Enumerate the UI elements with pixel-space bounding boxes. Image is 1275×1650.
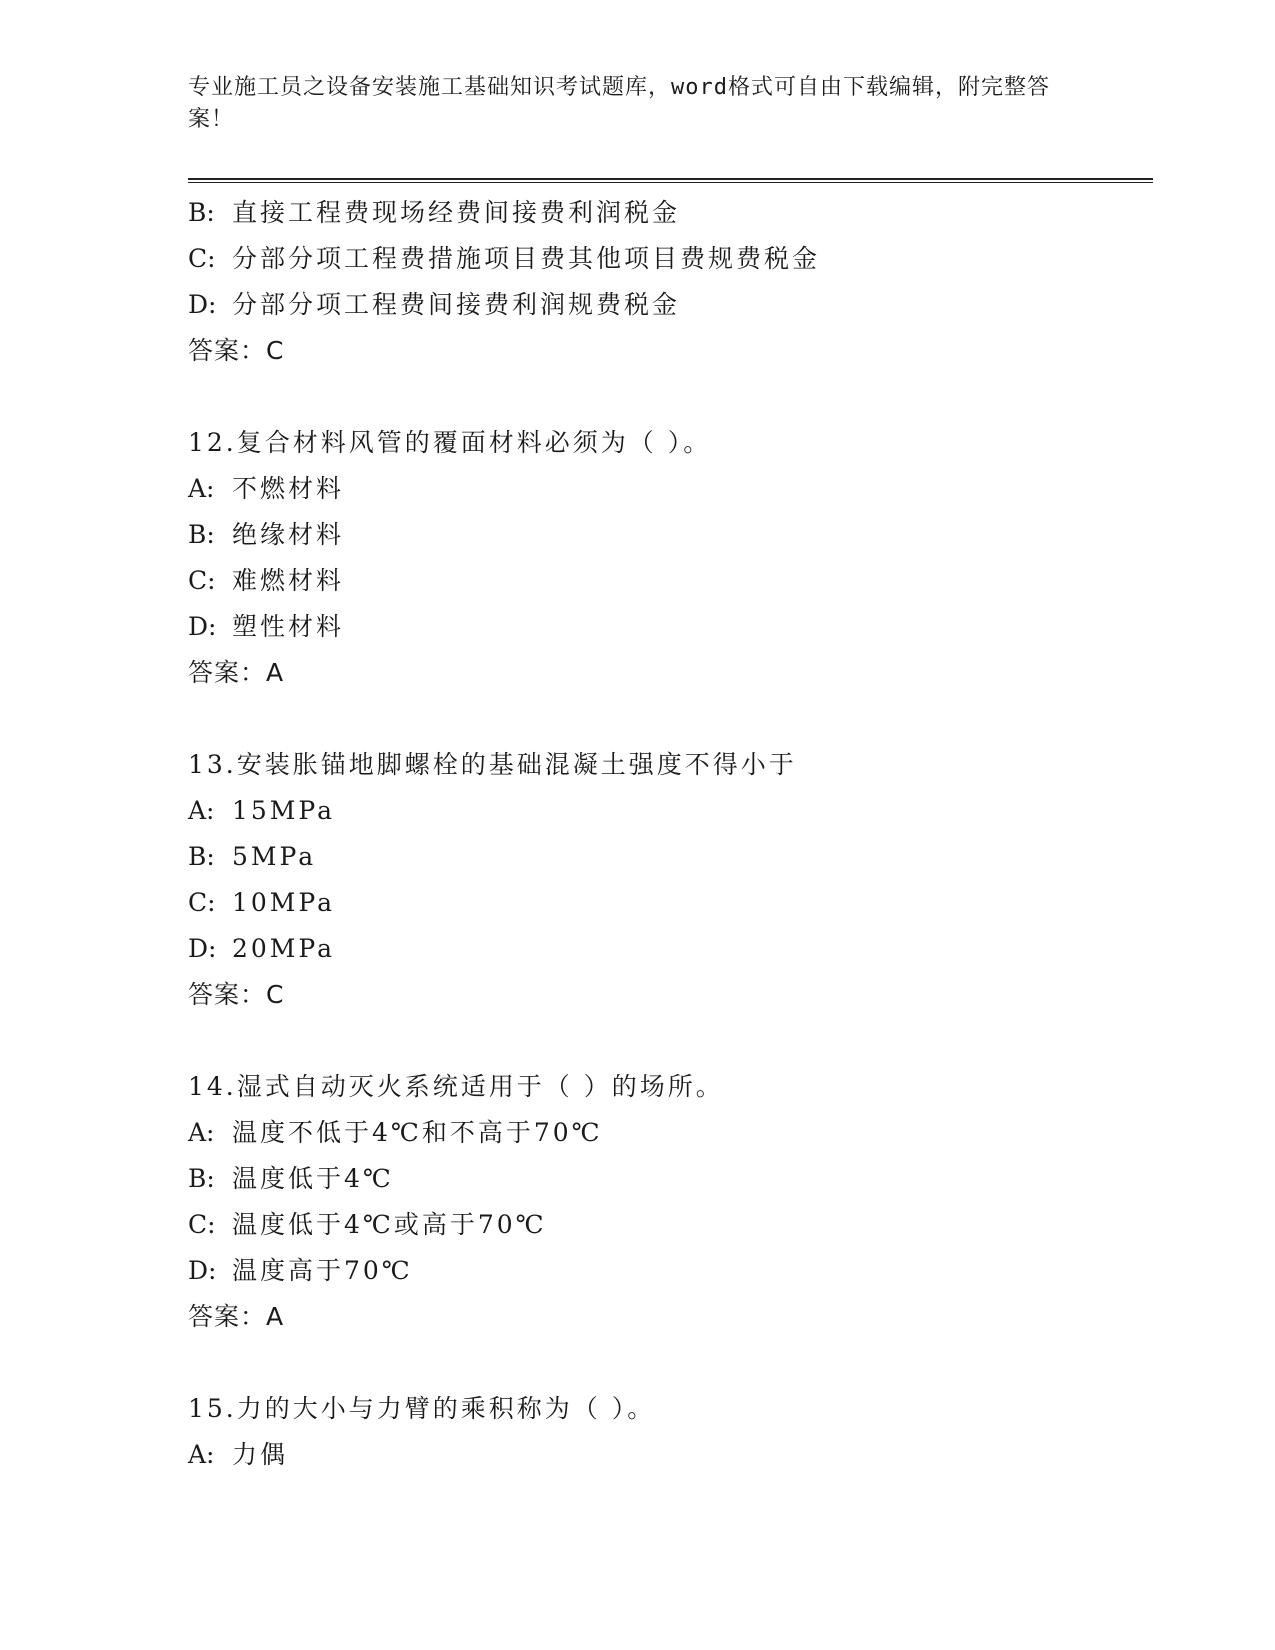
option-b: [188, 190, 1153, 236]
option-key: A:: [188, 1118, 215, 1147]
option-key: B:: [188, 842, 215, 871]
option-d: [188, 282, 1153, 328]
option-d: [188, 1248, 1153, 1294]
question-block-11: [188, 190, 1153, 374]
option-key: B:: [188, 520, 215, 549]
option-d: [188, 604, 1153, 650]
option-key: D:: [188, 1256, 217, 1285]
option-d: [188, 926, 1153, 972]
question-title: 15.力的大小与力臂的乘积称为（ ）。: [188, 1394, 656, 1423]
header-divider: [188, 178, 1153, 183]
option-key: C:: [188, 244, 216, 273]
document-header: 专业施工员之设备安装施工基础知识考试题库，word格式可自由下载编辑，附完整答案！: [188, 75, 1050, 132]
option-key: D:: [188, 290, 217, 319]
option-key: C:: [188, 566, 216, 595]
spacer: [188, 696, 1153, 742]
option-text: 温度低于4℃或高于70℃: [232, 1210, 547, 1239]
option-text: 力偶: [232, 1440, 289, 1469]
option-text: 温度高于70℃: [232, 1256, 413, 1285]
option-key: B:: [188, 198, 215, 227]
option-a: [188, 1110, 1153, 1156]
option-text: 绝缘材料: [232, 520, 345, 549]
option-text: 直接工程费现场经费间接费利润税金: [232, 198, 681, 227]
option-text: 难燃材料: [232, 566, 345, 595]
option-text: 塑性材料: [232, 612, 345, 641]
question-block-15: [188, 1386, 1153, 1478]
option-c: [188, 1202, 1153, 1248]
option-c: [188, 558, 1153, 604]
option-text: 温度低于4℃: [232, 1164, 394, 1193]
option-key: A:: [188, 796, 215, 825]
option-text: 分部分项工程费间接费利润规费税金: [232, 290, 681, 319]
answer-line: 答案：A: [188, 658, 285, 687]
spacer: [188, 374, 1153, 420]
question-title: 12.复合材料风管的覆面材料必须为（ ）。: [188, 428, 712, 457]
option-key: A:: [188, 1440, 215, 1469]
question-title: 13.安装胀锚地脚螺栓的基础混凝土强度不得小于: [188, 750, 797, 779]
option-key: D:: [188, 934, 217, 963]
option-text: 不燃材料: [232, 474, 345, 503]
option-text: 15MPa: [232, 796, 336, 825]
option-b: [188, 1156, 1153, 1202]
question-list: [188, 190, 1153, 1478]
spacer: [188, 1340, 1153, 1386]
question-block-12: [188, 420, 1153, 696]
option-text: 温度不低于4℃和不高于70℃: [232, 1118, 603, 1147]
option-a: [188, 1432, 1153, 1478]
option-text: 分部分项工程费措施项目费其他项目费规费税金: [232, 244, 821, 273]
option-key: C:: [188, 1210, 216, 1239]
option-c: [188, 880, 1153, 926]
option-key: A:: [188, 474, 215, 503]
answer-line: 答案：C: [188, 980, 285, 1009]
option-key: D:: [188, 612, 217, 641]
option-key: B:: [188, 1164, 215, 1193]
option-text: 10MPa: [232, 888, 336, 917]
option-c: [188, 236, 1153, 282]
option-key: C:: [188, 888, 216, 917]
question-title: 14.湿式自动灭火系统适用于（ ）的场所。: [188, 1072, 724, 1101]
question-block-13: [188, 742, 1153, 1018]
option-text: 5MPa: [232, 842, 317, 871]
option-a: [188, 466, 1153, 512]
option-b: [188, 512, 1153, 558]
answer-line: 答案：A: [188, 1302, 285, 1331]
option-a: [188, 788, 1153, 834]
option-b: [188, 834, 1153, 880]
spacer: [188, 1018, 1153, 1064]
option-text: 20MPa: [232, 934, 336, 963]
question-block-14: [188, 1064, 1153, 1340]
answer-line: 答案：C: [188, 336, 285, 365]
